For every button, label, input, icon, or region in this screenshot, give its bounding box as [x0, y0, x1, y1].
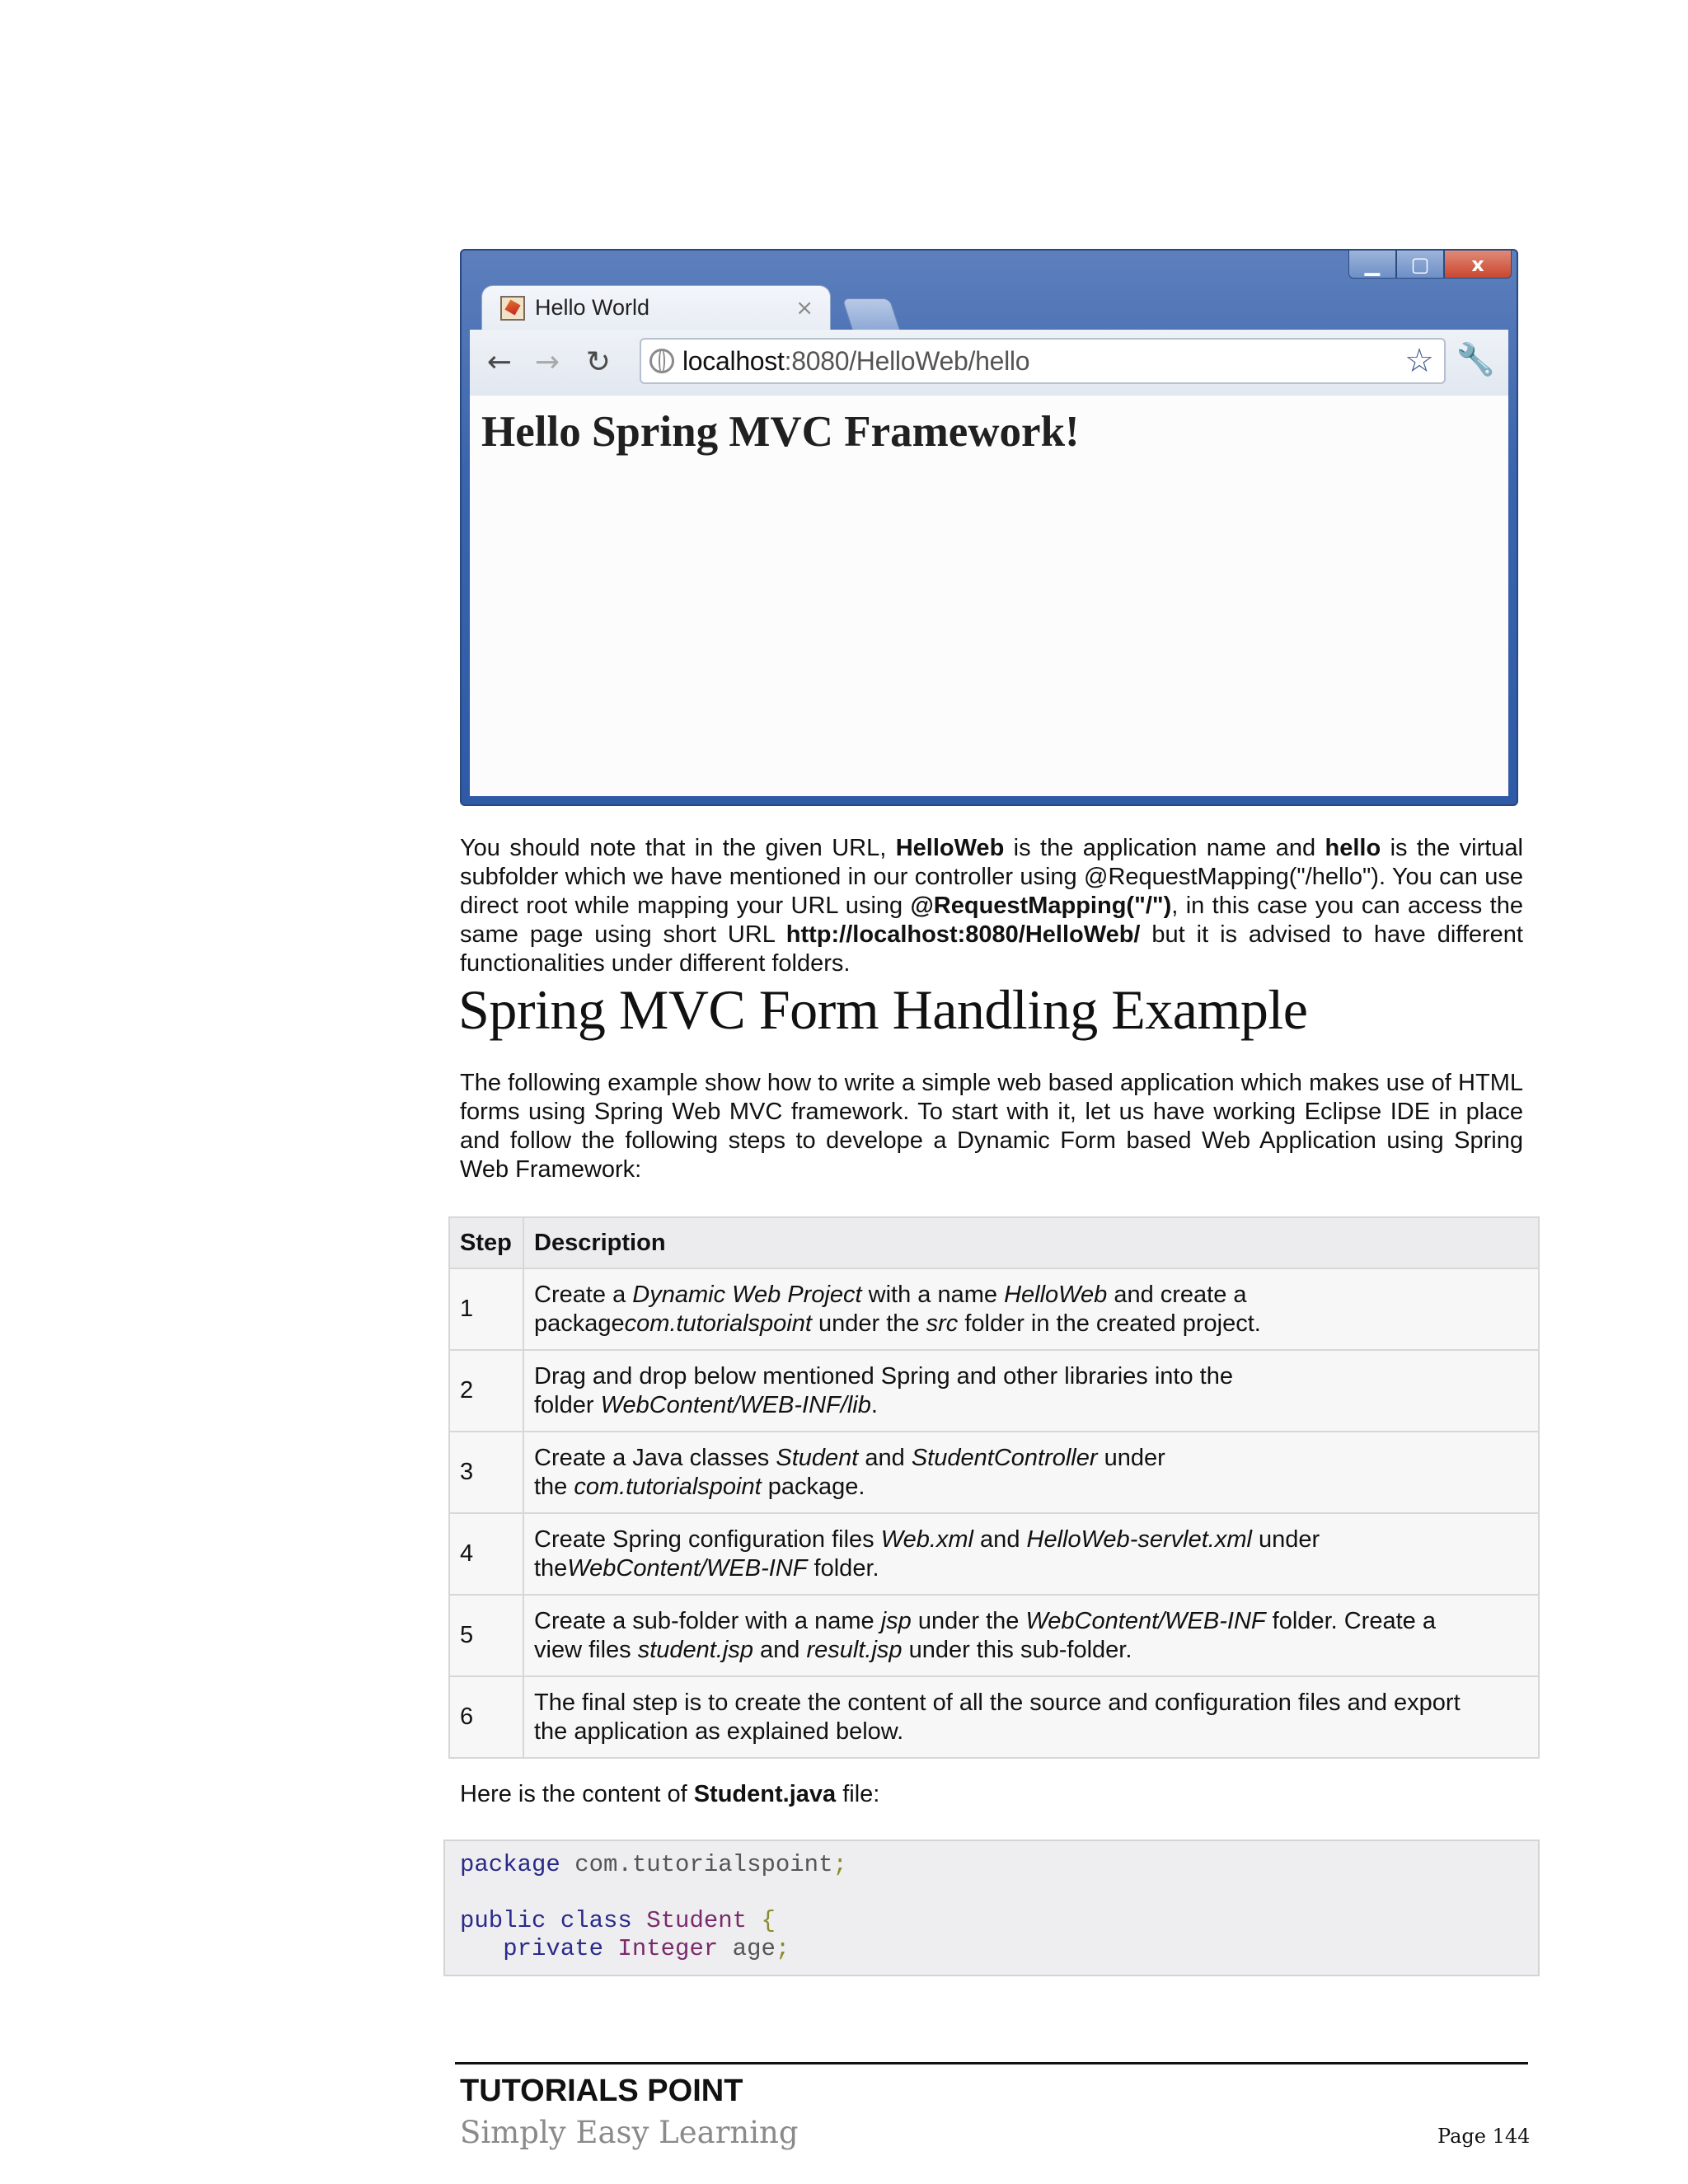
text: the [534, 1554, 568, 1582]
text: under the [911, 1607, 1026, 1634]
text: with a name [861, 1281, 1005, 1308]
italic-text: Student [776, 1444, 859, 1471]
text: folder [534, 1391, 601, 1418]
text: package. [761, 1473, 865, 1500]
text: , in this case you can access the same page using short URL [460, 893, 1523, 948]
italic-text: Dynamic Web Project [632, 1281, 862, 1308]
text: Here is the content of [460, 1781, 694, 1807]
footer-divider [455, 2062, 1528, 2064]
wrench-menu-icon[interactable]: 🔧 [1456, 341, 1495, 377]
text: is the application name and [1004, 835, 1325, 861]
code-text: age [718, 1935, 776, 1962]
text: The final step is to create the content of all the source and configuration files and export [534, 1689, 1461, 1716]
text: is the virtual subfolder which we have mentioned in our controller using @RequestMapping("/hello"). You can use direct root while mapping your URL using [460, 835, 1523, 919]
text: Drag and drop below mentioned Spring and other libraries into the [534, 1362, 1233, 1390]
reload-icon[interactable]: ↻ [585, 345, 612, 379]
text: and [858, 1444, 912, 1471]
text: Create a Java classes [534, 1444, 776, 1471]
text: folder. Create a [1265, 1607, 1436, 1634]
favicon-icon [500, 296, 525, 321]
url-host: localhost [682, 345, 785, 376]
italic-text: src [926, 1310, 959, 1337]
table-header-row [449, 1217, 1539, 1268]
footer-brand: TUTORIALS POINT [460, 2074, 743, 2108]
tab-close-icon[interactable]: × [795, 295, 814, 321]
window-controls [1348, 251, 1512, 280]
bold-text: Student.java [693, 1781, 837, 1807]
bold-text: hello [1325, 835, 1381, 861]
code-keyword: public [460, 1907, 546, 1934]
tab-title: Hello World [535, 295, 650, 320]
table-row [449, 1513, 1539, 1595]
text: and [753, 1636, 807, 1663]
text: the [534, 1473, 574, 1500]
header-step: Step [449, 1217, 523, 1268]
browser-tab[interactable] [481, 285, 831, 330]
page-heading: Hello Spring MVC Framework! [481, 408, 1080, 456]
bold-text: http://localhost:8080/HelloWeb/ [785, 921, 1141, 948]
section-intro-paragraph: The following example show how to write a simple web based application which makes use of HTML forms using Spring Web MVC framework. To start with it, let us have working Eclipse IDE in place and follow the following steps to develope a Dynamic Form based Web Application using Spring Web Framework: [460, 1070, 1523, 1183]
text: view files [534, 1636, 638, 1663]
table-body [449, 1268, 1539, 1758]
step-description [523, 1350, 1539, 1432]
step-number: 5 [449, 1595, 523, 1676]
intro-paragraph [460, 834, 1523, 978]
address-bar-url[interactable] [682, 346, 1404, 377]
bookmark-star-icon[interactable]: ☆ [1404, 342, 1434, 380]
maximize-button[interactable]: ▢ [1396, 251, 1444, 279]
step-number: 4 [449, 1513, 523, 1595]
text: but it is advised to have different functionalities under different folders. [460, 921, 1523, 977]
code-intro [460, 1780, 1523, 1809]
code-punct: ; [832, 1851, 847, 1878]
text: Create a sub-folder with a name [534, 1607, 881, 1634]
text: You should note that in the given URL, [460, 835, 896, 861]
code-text: com.tutorialspoint [560, 1851, 833, 1878]
table-row [449, 1676, 1539, 1758]
italic-text: StudentController [911, 1444, 1098, 1471]
code-keyword: package [460, 1851, 560, 1878]
italic-text: HelloWeb [1004, 1281, 1108, 1308]
text: Create Spring configuration files [534, 1526, 881, 1553]
text: folder in the created project. [958, 1310, 1261, 1337]
text: under the [811, 1310, 926, 1337]
url-path: :8080/HelloWeb/hello [784, 345, 1030, 376]
code-line [460, 1907, 776, 1934]
browser-screenshot [460, 249, 1518, 806]
step-number: 6 [449, 1676, 523, 1758]
italic-text: WebContent/WEB-INF [567, 1554, 808, 1582]
footer-tagline: Simply Easy Learning [460, 2115, 799, 2150]
step-description [523, 1268, 1539, 1350]
italic-text: com.tutorialspoint [624, 1310, 812, 1337]
step-number: 3 [449, 1432, 523, 1513]
text: under [1251, 1526, 1320, 1553]
text: under this sub-folder. [902, 1636, 1132, 1663]
address-bar[interactable] [640, 338, 1446, 384]
italic-text: WebContent/WEB-INF/lib [600, 1391, 871, 1418]
code-block [443, 1840, 1540, 1976]
code-indent [460, 1935, 503, 1962]
back-arrow-icon[interactable]: ← [486, 345, 513, 379]
code-keyword: private [503, 1935, 604, 1962]
text: file: [836, 1781, 880, 1807]
steps-table [448, 1216, 1540, 1759]
table-row [449, 1268, 1539, 1350]
table-row [449, 1432, 1539, 1513]
step-description [523, 1595, 1539, 1676]
italic-text: result.jsp [806, 1636, 903, 1663]
bold-text: HelloWeb [895, 835, 1005, 861]
italic-text: Web.xml [880, 1526, 973, 1553]
forward-arrow-icon[interactable]: → [534, 345, 560, 379]
code-punct: { [747, 1907, 776, 1934]
minimize-button[interactable]: ▁ [1348, 251, 1396, 279]
header-description: Description [523, 1217, 1539, 1268]
step-number: 2 [449, 1350, 523, 1432]
table-row [449, 1595, 1539, 1676]
bold-text: @RequestMapping("/") [910, 893, 1172, 919]
text: the application as explained below. [534, 1718, 904, 1745]
italic-text: WebContent/WEB-INF [1025, 1607, 1266, 1634]
text: . [870, 1391, 878, 1418]
italic-text: student.jsp [637, 1636, 753, 1663]
new-tab-button[interactable] [842, 298, 901, 331]
table-row [449, 1350, 1539, 1432]
code-type: Student [631, 1907, 748, 1934]
text: package [534, 1310, 625, 1337]
browser-toolbar [470, 330, 1508, 396]
code-line [460, 1935, 790, 1962]
browser-viewport [470, 396, 1508, 796]
text: and create a [1107, 1281, 1247, 1308]
italic-text: com.tutorialspoint [574, 1473, 762, 1500]
italic-text: jsp [880, 1607, 912, 1634]
text: folder. [807, 1554, 879, 1582]
step-description [523, 1513, 1539, 1595]
italic-text: HelloWeb-servlet.xml [1026, 1526, 1252, 1553]
code-type: Integer [603, 1935, 719, 1962]
page-number: Page 144 [1437, 2125, 1531, 2148]
step-number: 1 [449, 1268, 523, 1350]
text: Create a [534, 1281, 633, 1308]
step-description [523, 1676, 1539, 1758]
step-description [523, 1432, 1539, 1513]
globe-icon [649, 349, 674, 373]
code-keyword: class [546, 1907, 632, 1934]
code-line [460, 1851, 847, 1878]
close-window-button[interactable]: x [1444, 251, 1512, 279]
text: and [973, 1526, 1027, 1553]
section-heading: Spring MVC Form Handling Example [458, 978, 1308, 1041]
text: under [1097, 1444, 1165, 1471]
code-punct: ; [775, 1935, 790, 1962]
